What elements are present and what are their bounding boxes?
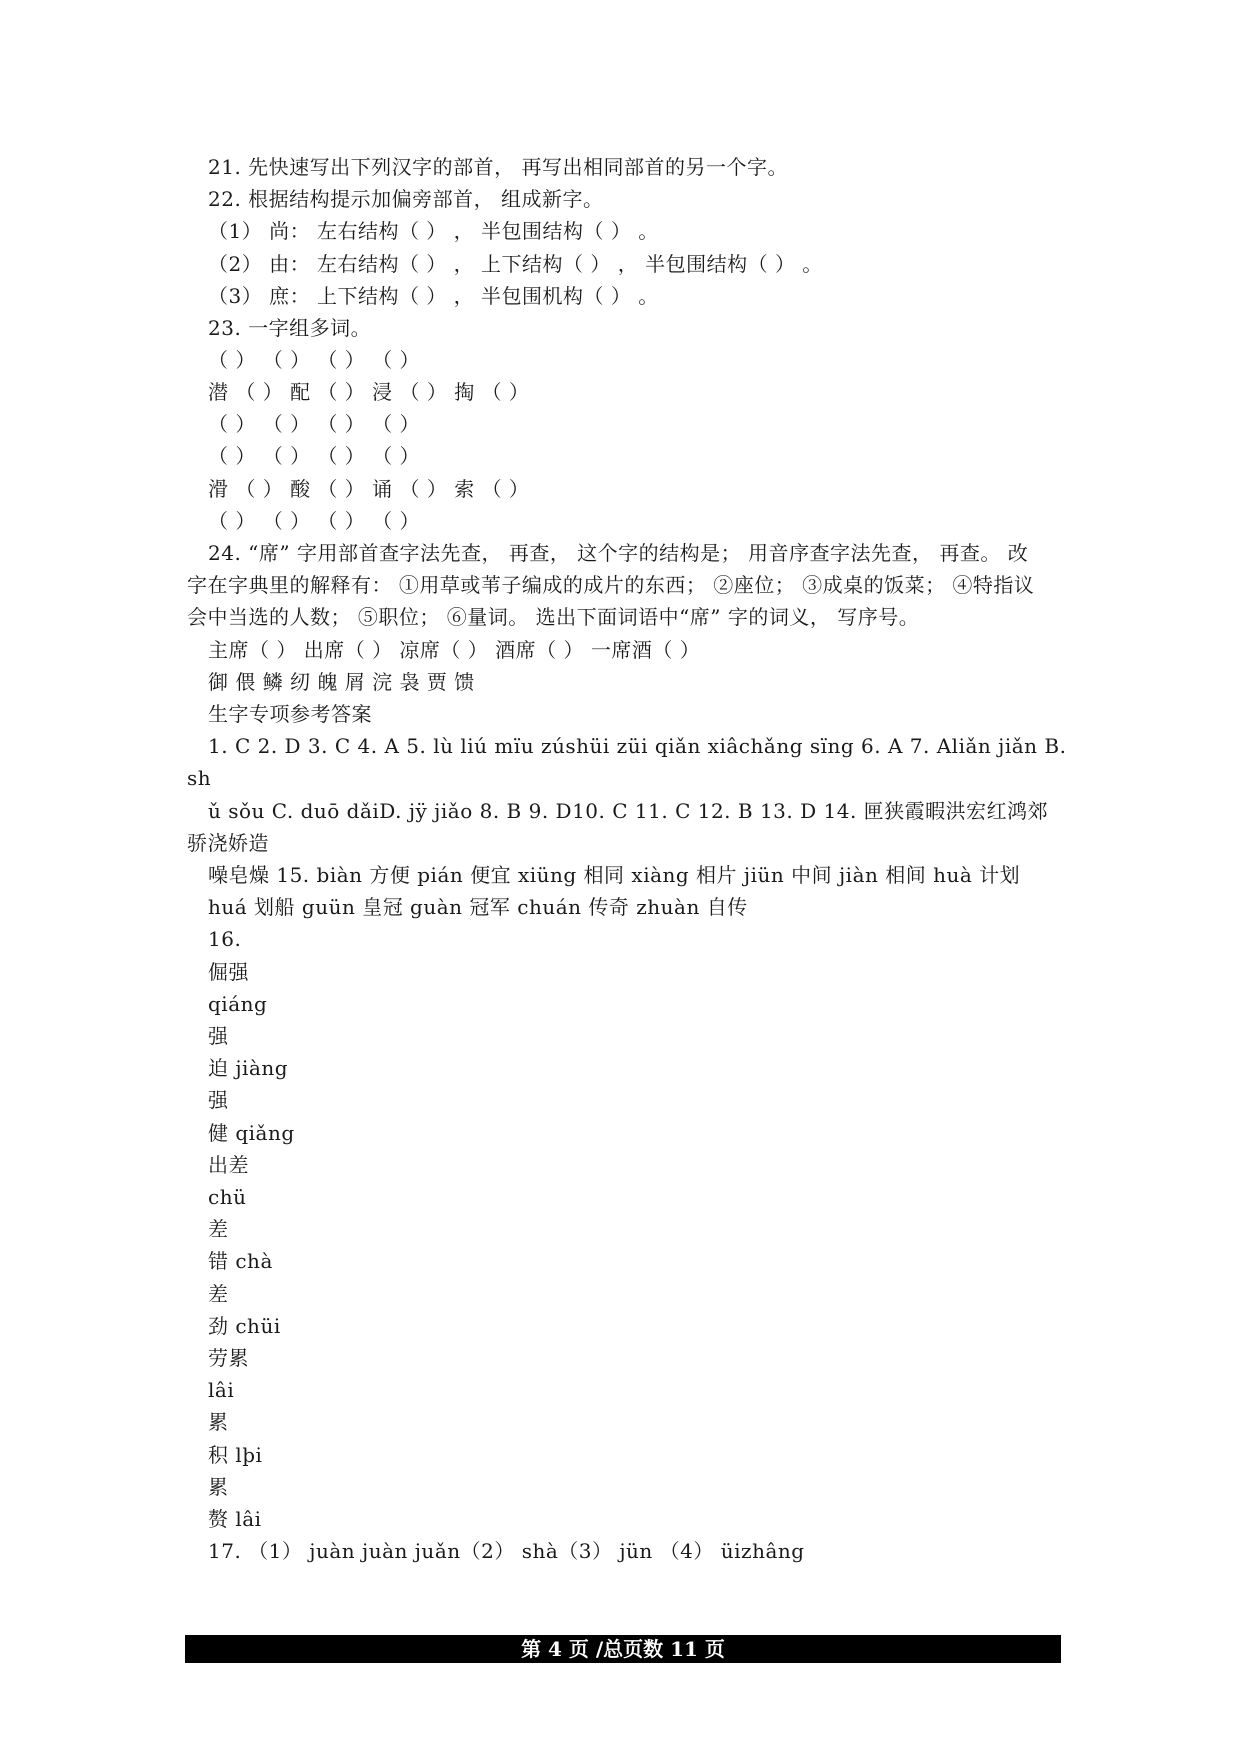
word-row-1: 潜 （ ） 配 （ ） 浸 （ ） 掏 （ ） (208, 380, 530, 404)
answer-line: lâi (208, 1378, 235, 1402)
question-22: 22. 根据结构提示加偏旁部首， 组成新字。 (208, 187, 604, 211)
answer-line: 劲 chüi (208, 1314, 281, 1338)
answer-line: 劳累 (208, 1346, 249, 1370)
answer-heading: 生字专项参考答案 (208, 702, 372, 726)
question-22-item-1: （1） 尚： 左右结构（ ） ， 半包围结构（ ） 。 (208, 219, 659, 243)
question-24-line-3: 会中当选的人数； ⑤职位； ⑥量词。 选出下面词语中“席” 字的词义， 写序号。 (187, 605, 920, 629)
answer-line: 强 (208, 1088, 229, 1112)
answer-line: qiáng (208, 992, 268, 1016)
answer-line: 累 (208, 1475, 229, 1499)
blank-row: （ ） （ ） （ ） （ ） (208, 348, 421, 372)
answer-line: 噪皂燥 15. biàn 方便 pián 便宜 xiüng 相同 xiàng 相片 jiün 中间 jiàn 相间 huà 计划 (208, 863, 1021, 887)
blank-row: （ ） （ ） （ ） （ ） (208, 444, 421, 468)
answer-line: 健 qiǎng (208, 1121, 295, 1145)
answer-line: 16. (208, 927, 242, 951)
answer-line: 强 (208, 1024, 229, 1048)
answer-line: sh (187, 766, 212, 790)
answer-line: 积 lþi (208, 1443, 263, 1467)
question-24-line-2: 字在字典里的解释有： ①用草或苇子编成的成片的东西； ②座位； ③成桌的饭菜； ④特指议 (187, 573, 1035, 597)
answer-line: 差 (208, 1217, 229, 1241)
answer-line: 1. C 2. D 3. C 4. A 5. lù liú mïu zúshüi züi qiǎn xiâchǎng sïng 6. A 7. Aliǎn jiǎn B. (208, 734, 1067, 758)
page-footer: 第 4 页 /总页数 11 页 (185, 1635, 1061, 1663)
blank-row: （ ） （ ） （ ） （ ） (208, 412, 421, 436)
answer-line: 累 (208, 1410, 229, 1434)
answer-line: 出差 (208, 1153, 249, 1177)
answer-line: 错 chà (208, 1249, 273, 1273)
question-24-line-1: 24. “席” 字用部首查字法先查， 再查， 这个字的结构是； 用音序查字法先查， 再查。 改 (208, 541, 1029, 565)
question-23: 23. 一字组多词。 (208, 316, 372, 340)
question-22-item-3: （3） 庶： 上下结构（ ） ， 半包围机构（ ） 。 (208, 284, 659, 308)
answer-line: ǔ sǒu C. duō dǎiD. jÿ jiǎo 8. B 9. D10. C 11. C 12. B 13. D 14. 匣狭霞暇洪宏红鸿郊 (208, 799, 1049, 823)
answer-line: 迫 jiàng (208, 1056, 289, 1080)
blank-row: （ ） （ ） （ ） （ ） (208, 509, 421, 533)
answer-line: chü (208, 1185, 247, 1209)
answer-line: 骄浇娇造 (187, 831, 269, 855)
character-list: 御 偎 鳞 纫 魄 屑 浣 袅 贾 馈 (208, 670, 475, 694)
question-24-options: 主席（ ） 出席（ ） 凉席（ ） 酒席（ ） 一席酒（ ） (208, 638, 701, 662)
word-row-2: 滑 （ ） 酸 （ ） 诵 （ ） 索 （ ） (208, 477, 530, 501)
question-22-item-2: （2） 由： 左右结构（ ） ， 上下结构（ ） ， 半包围结构（ ） 。 (208, 252, 823, 276)
answer-line: 差 (208, 1282, 229, 1306)
answer-line: 赘 lâi (208, 1507, 262, 1531)
answer-line: 倔强 (208, 960, 249, 984)
answer-line: huá 划船 guün 皇冠 guàn 冠军 chuán 传奇 zhuàn 自传 (208, 895, 748, 919)
answer-line: 17. （1） juàn juàn juǎn（2） shà（3） jün （4） üizhâng (208, 1539, 805, 1563)
question-21: 21. 先快速写出下列汉字的部首， 再写出相同部首的另一个字。 (208, 155, 789, 179)
